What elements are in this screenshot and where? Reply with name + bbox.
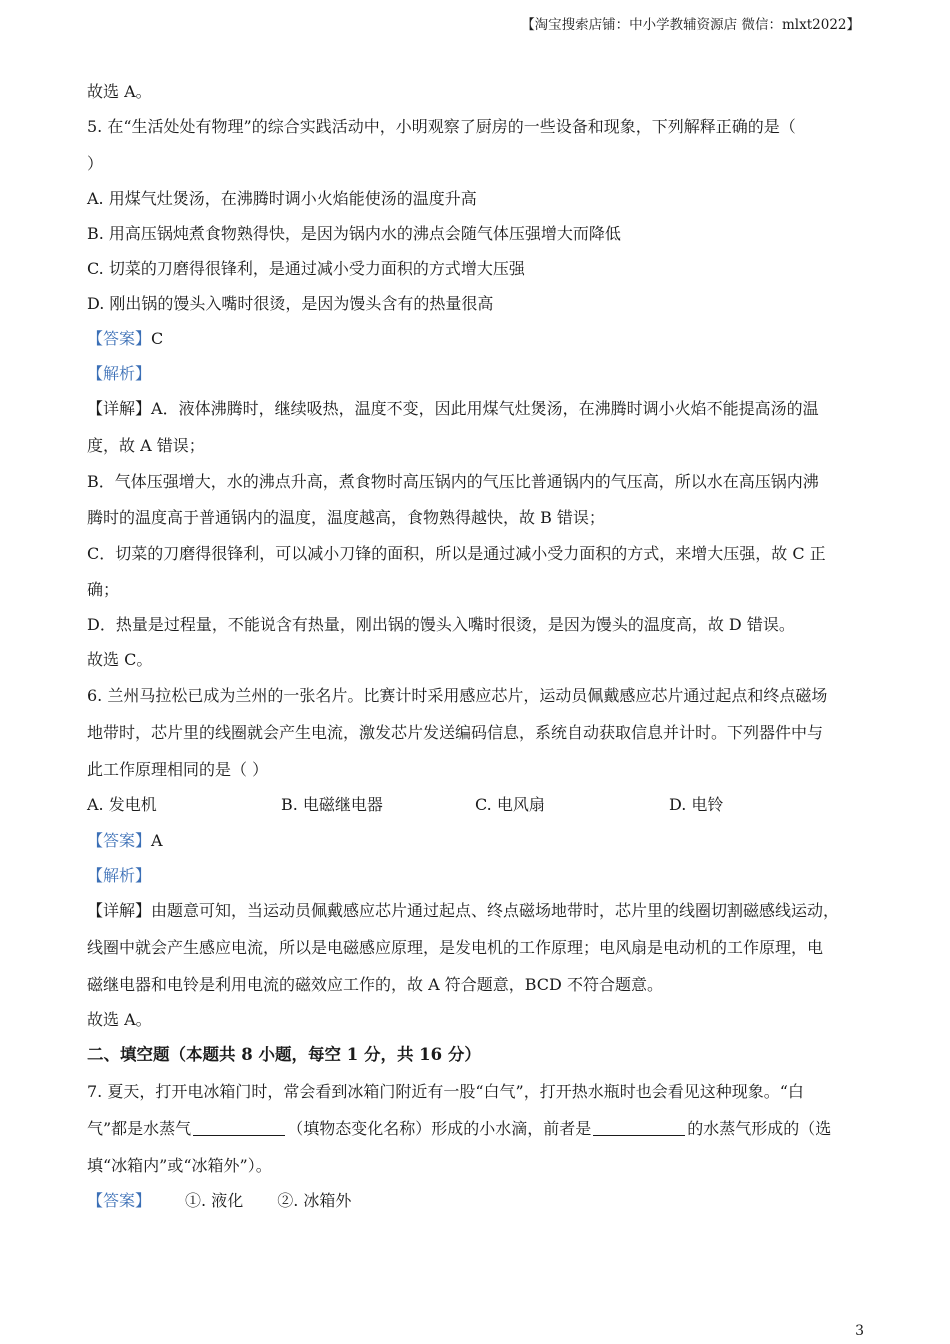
- q6-option-c: C. 电风扇: [475, 795, 545, 814]
- analysis-tag: 【解析】: [87, 364, 152, 383]
- q6-option-b: B. 电磁继电器: [281, 795, 383, 814]
- q5-answer-line: [87, 329, 163, 349]
- q5-detail-line-6: 确；: [87, 580, 120, 599]
- q6-stem-line-1: 6. 兰州马拉松已成为兰州的一张名片。比赛计时采用感应芯片，运动员佩戴感应芯片通过起点和终点磁场: [87, 686, 828, 705]
- q5-stem-line-2: ）: [87, 154, 104, 173]
- q7-answer-1: ①. 液化: [185, 1191, 244, 1210]
- section-2-title: 二、填空题（本题共 8 小题，每空 1 分，共 16 分）: [87, 1045, 481, 1064]
- q7-stem-text-2c: 的水蒸气形成的（选: [687, 1119, 832, 1138]
- q6-detail-line-2: 线圈中就会产生感应电流，所以是电磁感应原理，是发电机的工作原理；电风扇是电动机的工作原理，电: [87, 938, 824, 957]
- detail-tag: 【详解】: [87, 399, 152, 418]
- detail-tag: 【详解】: [87, 901, 152, 920]
- q5-analysis-line: [87, 364, 151, 384]
- fill-blank-2[interactable]: [593, 1121, 685, 1136]
- page-header-watermark: 【淘宝搜索店铺：中小学教辅资源店 微信：mlxt2022】: [521, 17, 860, 33]
- answer-tag: 【答案】: [87, 329, 152, 348]
- q6-detail-line-3: 磁继电器和电铃是利用电流的磁效应工作的，故 A 符合题意，BCD 不符合题意。: [87, 975, 663, 994]
- q5-stem-line-1: 5. 在“生活处处有物理”的综合实践活动中，小明观察了厨房的一些设备和现象，下列解释正确的是（: [87, 117, 796, 136]
- q6-answer: A: [151, 831, 163, 850]
- q6-analysis-line: [87, 866, 151, 886]
- q5-detail-line-1: [87, 399, 819, 419]
- q6-option-a: A. 发电机: [87, 795, 157, 814]
- q5-detail-text-1: A．液体沸腾时，继续吸热，温度不变，因此用煤气灶煲汤，在沸腾时调小火焰不能提高汤的温: [151, 399, 819, 418]
- q5-option-c: C. 切菜的刀磨得很锋利，是通过减小受力面积的方式增大压强: [87, 259, 525, 278]
- q5-option-b: B. 用高压锅炖煮食物熟得快，是因为锅内水的沸点会随气体压强增大而降低: [87, 224, 621, 243]
- q6-select-line: 故选 A。: [87, 1010, 152, 1029]
- q6-stem-line-3: 此工作原理相同的是（ ）: [87, 760, 269, 779]
- q5-select-line: 故选 C。: [87, 650, 153, 669]
- q6-detail-line-1: [87, 901, 839, 921]
- q5-detail-line-5: C．切菜的刀磨得很锋利，可以减小刀锋的面积，所以是通过减小受力面积的方式，来增大压强，故 C 正: [87, 544, 826, 563]
- q7-stem-text-2b: （填物态变化名称）形成的小水滴，前者是: [287, 1119, 592, 1138]
- answer-tag: 【答案】: [87, 831, 152, 850]
- q6-stem-line-2: 地带时，芯片里的线圈就会产生电流，激发芯片发送编码信息，系统自动获取信息并计时。下列器件中与: [87, 723, 824, 742]
- page-number: 3: [855, 1323, 864, 1339]
- q6-answer-line: [87, 831, 163, 851]
- q7-answer-2: ②. 冰箱外: [277, 1191, 352, 1210]
- q5-answer: C: [151, 329, 164, 348]
- q7-answer-line: [87, 1191, 351, 1211]
- q5-detail-line-3: B．气体压强增大，水的沸点升高，煮食物时高压锅内的气压比普通锅内的气压高，所以水在高压锅内沸: [87, 472, 819, 491]
- q6-detail-text-1: 由题意可知，当运动员佩戴感应芯片通过起点、终点磁场地带时，芯片里的线圈切割磁感线运动，: [151, 901, 840, 920]
- q5-detail-line-7: D．热量是过程量，不能说含有热量，刚出锅的馒头入嘴时很烫，是因为馒头的温度高，故 D 错误。: [87, 615, 795, 634]
- q7-stem-line-1: 7. 夏天，打开电冰箱门时，常会看到冰箱门附近有一股“白气”，打开热水瓶时也会看见这种现象。“白: [87, 1082, 804, 1101]
- analysis-tag: 【解析】: [87, 866, 152, 885]
- q5-detail-line-4: 腾时的温度高于普通锅内的温度，温度越高，食物熟得越快，故 B 错误；: [87, 508, 605, 527]
- fill-blank-1[interactable]: [193, 1121, 285, 1136]
- q6-option-d: D. 电铃: [669, 795, 724, 814]
- q5-option-a: A. 用煤气灶煲汤，在沸腾时调小火焰能使汤的温度升高: [87, 189, 477, 208]
- q5-detail-line-2: 度，故 A 错误；: [87, 436, 205, 455]
- q7-stem-line-3: 填“冰箱内”或“冰箱外”）。: [87, 1156, 272, 1175]
- answer-tag: 【答案】: [87, 1191, 152, 1210]
- q5-option-d: D. 刚出锅的馒头入嘴时很烫，是因为馒头含有的热量很高: [87, 294, 494, 313]
- select-answer-line: 故选 A。: [87, 82, 152, 101]
- q7-stem-text-2a: 气”都是水蒸气: [87, 1119, 192, 1138]
- q7-stem-line-2: [87, 1119, 831, 1139]
